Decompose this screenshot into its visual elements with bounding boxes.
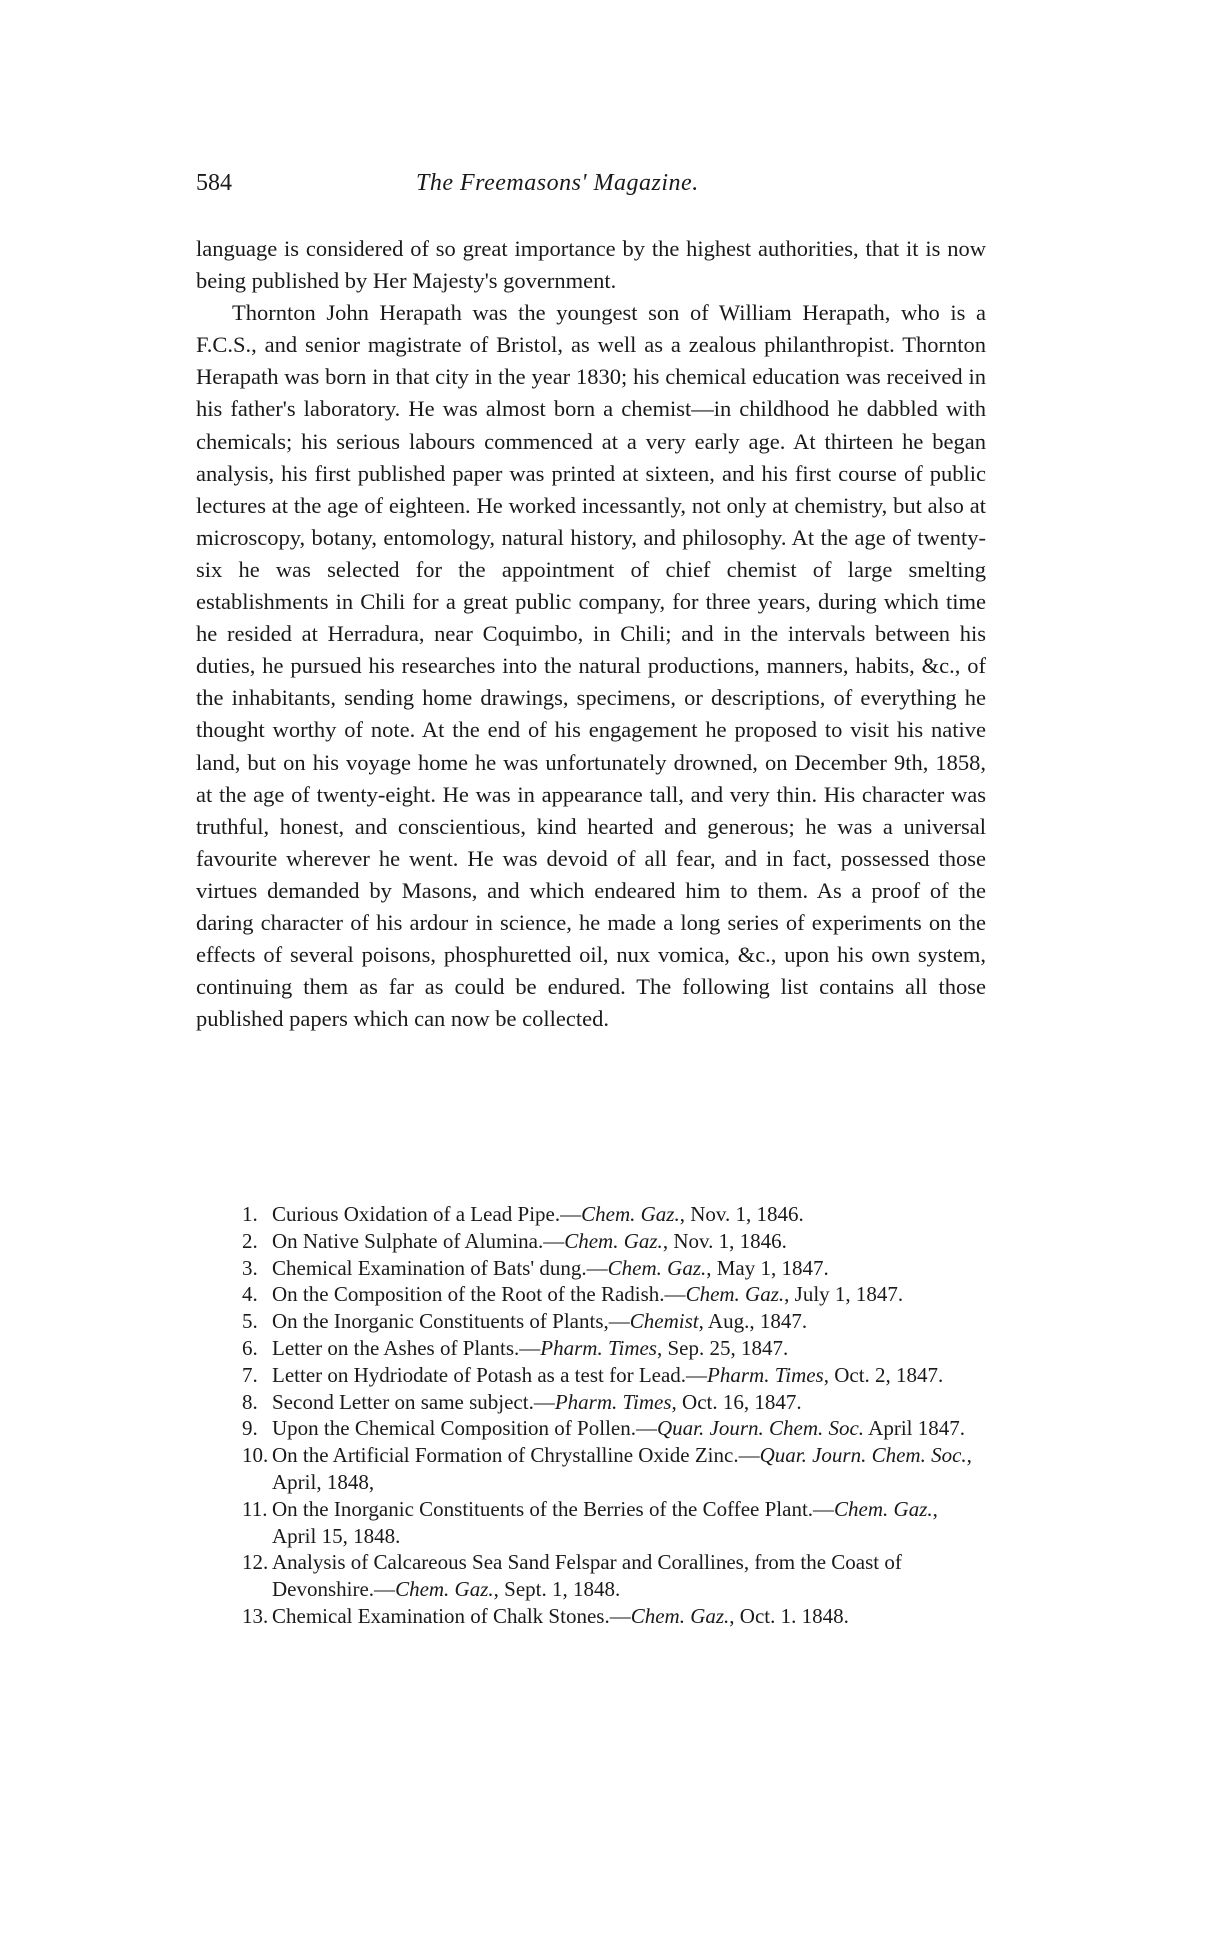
paper-title: Letter on the Ashes of Plants.— <box>272 1335 541 1360</box>
paper-date: , Aug., 1847. <box>698 1309 808 1334</box>
paper-date: , Oct. 1. 1848. <box>729 1603 849 1628</box>
paper-source: Chem. Gaz. <box>685 1282 785 1307</box>
paper-title: Chemical Examination of Chalk Stones.— <box>272 1603 631 1628</box>
item-number: 9. <box>242 1416 258 1441</box>
paper-source: Quar. Journ. Chem. Soc. <box>656 1416 865 1441</box>
list-item <box>196 1442 986 1496</box>
paper-source: Chem. Gaz. <box>834 1496 933 1521</box>
item-number: 13. <box>242 1603 269 1628</box>
item-number: 7. <box>242 1362 258 1387</box>
list-item <box>196 1415 986 1442</box>
paper-title: Curious Oxidation of a Lead Pipe.— <box>272 1202 582 1226</box>
item-number: 12. <box>242 1550 269 1575</box>
paper-date: , Nov. 1, 1846. <box>662 1228 787 1253</box>
item-number: 10. <box>242 1443 269 1468</box>
item-number: 6. <box>242 1335 258 1360</box>
item-number: 3. <box>242 1255 258 1280</box>
paper-date: , Oct. 2, 1847. <box>823 1362 944 1387</box>
list-item <box>196 1362 986 1389</box>
paper-source: Chem. Gaz. <box>581 1202 680 1226</box>
list-item <box>196 1603 986 1630</box>
paper-date: , Nov. 1, 1846. <box>679 1202 804 1226</box>
item-number: 2. <box>242 1228 258 1253</box>
list-item <box>196 1228 986 1255</box>
paper-source: Chem. Gaz. <box>607 1255 707 1280</box>
paper-source: Pharm. Times <box>554 1389 672 1414</box>
paper-source: Chem. Gaz. <box>395 1577 494 1602</box>
paper-source: Chem. Gaz. <box>630 1603 730 1628</box>
paper-date: , Oct. 16, 1847. <box>671 1389 802 1414</box>
paper-date: , Sept. 1, 1848. <box>493 1577 621 1602</box>
published-papers-list <box>196 1201 986 1630</box>
journal-title: The Freemasons' Magazine. <box>416 170 699 196</box>
list-item <box>196 1281 986 1308</box>
paper-source: Quar. Journ. Chem. Soc. <box>759 1443 967 1468</box>
item-number: 11. <box>242 1496 268 1521</box>
paper-date: , July 1, 1847. <box>784 1282 904 1307</box>
list-item <box>196 1335 986 1362</box>
paper-source: Pharm. Times <box>707 1362 824 1387</box>
list-item <box>196 1201 986 1228</box>
paper-source: Pharm. Times <box>540 1335 657 1360</box>
paper-source: Chem. Gaz. <box>564 1228 663 1253</box>
item-number: 5. <box>242 1309 258 1334</box>
running-head <box>196 170 986 200</box>
paper-date: , April, 1848, <box>272 1443 972 1494</box>
list-item <box>196 1255 986 1282</box>
paper-title: On the Composition of the Root of the Radish.— <box>272 1282 686 1307</box>
paper-title: On the Inorganic Constituents of the Berries of the Coffee Plant.— <box>272 1496 835 1521</box>
item-number: 1. <box>242 1202 258 1226</box>
paper-title: Letter on Hydriodate of Potash as a test for Lead.— <box>272 1362 708 1387</box>
item-number: 4. <box>242 1282 258 1307</box>
paragraph-biography: Thornton John Herapath was the youngest son of William Herapath, who is a F.C.S., and senior magistrate of Bristol, as well as a zealous philanthropist. Thornton Herapath was born in that city in the year 1830; his chemical education was received in his father's laboratory. He was almost born a chemist—in childhood he dabbled with chemicals; his serious labours commenced at a very early age. At thirteen he began analysis, his first published paper was printed at sixteen, and his first course of public lectures at the age of eighteen. He worked incessantly, not only at chemistry, but also at microscopy, botany, entomology, natural history, and philosophy. At the age of twenty-six he was selected for the appointment of chief chemist of large smelting establishments in Chili for a great public company, for three years, during which time he resided at Herradura, near Coquimbo, in Chili; and in the intervals between his duties, he pursued his researches into the natural productions, manners, habits, &c., of the inhabitants, sending home drawings, specimens, or descriptions, of everything he thought worthy of note. At the end of his engagement he proposed to visit his native land, but on his voyage home he was unfortunately drowned, on December 9th, 1858, at the age of twenty-eight. He was in appearance tall, and very thin. His character was truthful, honest, and conscientious, kind hearted and generous; he was a universal favourite wherever he went. He was devoid of all fear, and in fact, possessed those virtues demanded by Masons, and which endeared him to them. As a proof of the daring character of his ardour in science, he made a long series of experiments on the effects of several poisons, phosphuretted oil, nux vomica, &c., upon his own system, continuing them as far as could be endured. The following list contains all those published papers which can now be collected. <box>196 300 986 1032</box>
item-number: 8. <box>242 1389 258 1414</box>
paper-title: On Native Sulphate of Alumina.— <box>272 1228 565 1253</box>
paragraph-continuation: language is considered of so great importance by the highest authorities, that it is now being published by Her Majesty's government. <box>196 236 986 294</box>
list-item <box>196 1496 986 1550</box>
list-item <box>196 1389 986 1416</box>
paper-title: Chemical Examination of Bats' dung.— <box>272 1255 608 1280</box>
page-number: 584 <box>196 170 232 196</box>
list-item <box>196 1549 986 1603</box>
body-text <box>196 233 986 1035</box>
paper-date: , May 1, 1847. <box>706 1255 829 1280</box>
paper-date: , Sep. 25, 1847. <box>656 1335 789 1360</box>
paper-title: On the Artificial Formation of Chrystalline Oxide Zinc.— <box>272 1443 760 1468</box>
paper-title: Second Letter on same subject.— <box>272 1389 555 1414</box>
list-item <box>196 1308 986 1335</box>
paper-date: April 1847. <box>864 1416 965 1441</box>
paper-title: On the Inorganic Constituents of Plants,— <box>272 1309 630 1334</box>
paper-title: Upon the Chemical Composition of Pollen.— <box>272 1416 657 1441</box>
paper-title: Analysis of Calcareous Sea Sand Felspar and Corallines, from the Coast of Devonshire.— <box>272 1550 902 1602</box>
paper-date: , April 15, 1848. <box>272 1496 938 1548</box>
paper-source: Chemist <box>629 1309 699 1334</box>
